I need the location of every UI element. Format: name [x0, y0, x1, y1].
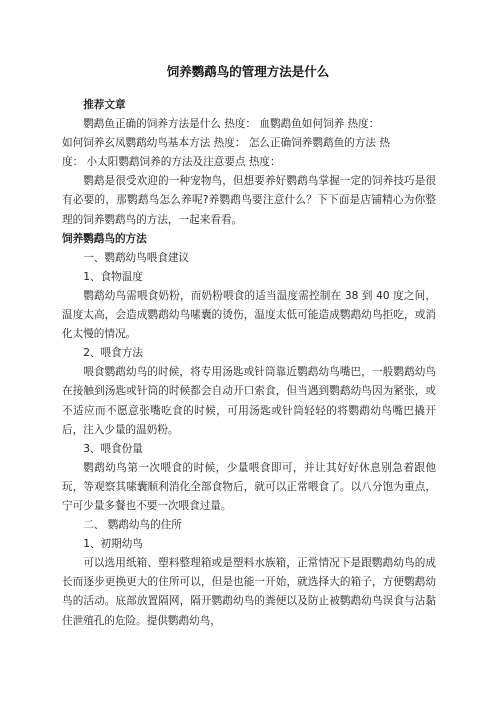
- recommend-line-3[interactable]: 度： 小太阳鹦鹉饲养的方法及注意要点 热度：: [62, 156, 281, 169]
- item-heading: 3、喂食份量: [83, 442, 143, 455]
- item-text: 鹦鹉幼鸟需喂食奶粉，而奶粉喂食的适当温度需控制在 38 到 40 度之间，温度太高，会造成鹦鹉幼鸟嗉囊的烫伤，温度太低可能造成鹦鹉幼鸟拒吃，或消化太慢的情况。: [62, 289, 436, 341]
- item-text: 喂食鹦鹉幼鸟的时候，将专用汤匙或针筒靠近鹦鹉幼鸟嘴巴，一般鹦鹉幼鸟在接触到汤匙或针筒的时候都会自动开口索食，但当遇到鹦鹉幼鸟因为紧张，或不适应而不愿意张嘴吃食的时候，可用汤匙或针筒轻轻的将鹦鹉幼鸟嘴巴撬开后，注入少量的温奶粉。: [62, 366, 436, 436]
- recommend-line-1[interactable]: 鹦鹉鱼正确的饲养方法是什么 热度： 血鹦鹉鱼如何饲养 热度：: [83, 118, 380, 131]
- document-body: [62, 96, 436, 631]
- document-title: 饲养鹦鹉鸟的管理方法是什么: [166, 64, 330, 79]
- part2-heading: 二、 鹦鹉幼鸟的住所: [83, 519, 182, 532]
- item-text: 可以选用纸箱、塑料整理箱或是塑料水族箱，正常情况下是跟鹦鹉幼鸟的成长而逐步更换更大的住所可以，但是也能一开始，就选择大的箱子，方便鹦鹉幼鸟的活动。底部放置隔网，隔开鹦鹉幼鸟的粪便以及防止被鹦鹉幼鸟误食与沾黏住泄殖孔的危险。提供鹦鹉幼鸟，: [62, 557, 436, 627]
- intro-paragraph: 鹦鹉是很受欢迎的一种宠物鸟，但想要养好鹦鹉鸟掌握一定的饲养技巧是很有必要的，那鹦鹉鸟怎么养呢?养鹦鹉鸟要注意什么？下下面是店铺精心为你整理的饲养鹦鹉鸟的方法，一起来看看。: [62, 175, 436, 226]
- item-heading: 2、喂食方法: [83, 347, 143, 360]
- item-heading: 1、食物温度: [83, 270, 143, 283]
- recommend-heading: 推荐文章: [83, 99, 126, 111]
- section-heading: 饲养鹦鹉鸟的方法: [62, 232, 147, 245]
- item-heading: 1、初期幼鸟: [83, 538, 143, 551]
- recommend-line-2[interactable]: 如何饲养玄凤鹦鹉幼鸟基本方法 热度： 怎么正确饲养鹦鹉鱼的方法 热: [62, 137, 390, 150]
- item-text: 鹦鹉幼鸟第一次喂食的时候，少量喂食即可，并让其好好休息别急着跟他玩，等观察其嗉囊顺利消化全部食物后，就可以正常喂食了。以八分饱为重点，宁可少量多餐也不要一次喂食过量。: [62, 461, 436, 512]
- part1-heading: 一、鹦鹉幼鸟喂食建议: [83, 251, 190, 264]
